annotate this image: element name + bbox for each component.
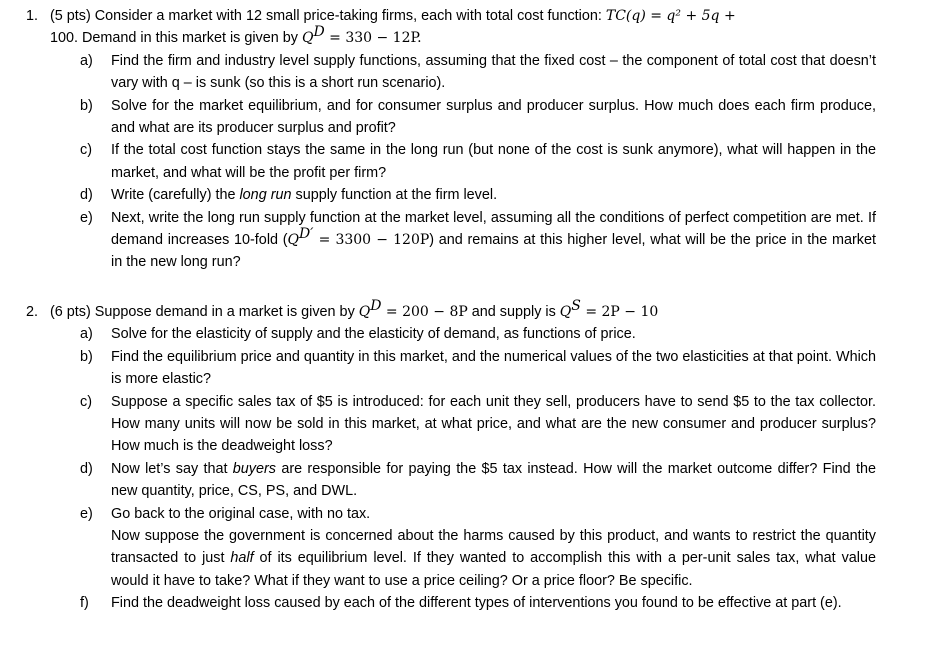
- question-2-part-f: [0, 592, 932, 614]
- question-1-intro: (5 pts) Consider a market with 12 small price-taking firms, each with total cost function:: [50, 8, 606, 24]
- question-2-number: 2.: [26, 304, 39, 320]
- question-2-part-c: [0, 391, 932, 458]
- question-1: [0, 5, 932, 274]
- part-text: If the total cost function stays the same in the long run (but none of the cost is sunk anymore), what will happen in the market, and what will be the profit per firm?: [111, 142, 876, 181]
- part-letter: e): [80, 505, 93, 522]
- part-letter: c): [80, 142, 92, 159]
- supply-rhs: = 2P − 10: [580, 304, 659, 320]
- part-text-cont: supply function at the firm level.: [291, 187, 498, 204]
- question-1-intro-cont: 100. Demand in this market is given by: [50, 30, 302, 47]
- supply-q: Q: [559, 304, 572, 320]
- question-1-part-a: [0, 50, 932, 95]
- question-1-part-d: [0, 184, 932, 206]
- question-2-part-e: [0, 503, 932, 593]
- part-text: Go back to the original case, with no tax.: [111, 505, 371, 522]
- part-text: Write (carefully) the: [111, 187, 240, 204]
- question-1-part-c: [0, 139, 932, 184]
- part-letter: c): [80, 393, 92, 410]
- demand-sup: D: [370, 298, 382, 315]
- total-cost-formula: TC(q) = q² + 5q +: [605, 8, 736, 24]
- part-letter: a): [80, 326, 93, 343]
- demand-rhs: = 200 − 8P: [381, 304, 468, 320]
- part-letter: b): [80, 97, 93, 114]
- part-text-cont: are responsible for paying the $5 tax instead. How will the market outcome differ? Find the new quantity, price, CS, PS, and DWL.: [111, 460, 876, 500]
- new-demand-rhs: = 3300 − 120P: [313, 232, 430, 249]
- question-2: [0, 298, 932, 615]
- part-letter: d): [80, 460, 93, 477]
- part-text: Now let’s say that: [111, 460, 233, 477]
- part-text: Find the firm and industry level supply functions, assuming that the fixed cost – the component of total cost that doesn’t vary with q – is sunk (so this is a short run scenario).: [111, 52, 876, 92]
- part-text: Suppose a specific sales tax of $5 is introduced: for each unit they sell, producers have to send $5 to the tax collector. How many units will now be sold in this market, at what price, and what are the new consumer and producer surplus? How much is the deadweight loss?: [111, 393, 876, 455]
- part-letter: a): [80, 52, 93, 69]
- question-2-prompt: [0, 298, 932, 323]
- part-text: Solve for the elasticity of supply and the elasticity of demand, as functions of price.: [111, 326, 636, 343]
- part-text: Solve for the market equilibrium, and for consumer surplus and producer surplus. How much does each firm produce, and what are its producer surplus and profit?: [111, 97, 876, 137]
- question-1-number: 1.: [26, 8, 39, 24]
- question-2-part-d: [0, 458, 932, 503]
- question-2-part-a: [0, 323, 932, 345]
- part-letter: f): [80, 595, 89, 612]
- new-demand-q: Q: [287, 232, 299, 249]
- question-1-prompt: [0, 5, 932, 50]
- part-text-extra: Now suppose the government is concerned about the harms caused by this product, and wants to restrict the quantity transacted to just: [111, 528, 876, 567]
- question-1-part-e: [0, 207, 932, 274]
- part-text: Find the deadweight loss caused by each of the different types of interventions you found to be effective at part (e).: [111, 595, 842, 612]
- question-2-intro-mid: and supply is: [467, 304, 560, 320]
- part-letter: e): [80, 209, 93, 226]
- part-letter: d): [80, 187, 93, 204]
- part-emphasis: long run: [239, 187, 292, 204]
- part-text: Next, write the long run supply function at the market level, assuming all the conditions of perfect competition are met. If demand increases 10-fold (: [111, 209, 876, 249]
- demand-formula-sup: D: [313, 24, 325, 41]
- part-emphasis: half: [230, 550, 254, 567]
- question-2-part-b: [0, 346, 932, 391]
- demand-q: Q: [358, 304, 371, 320]
- part-text-cont: ) and remains at this higher level, what will be the price in the market in the new long run?: [111, 232, 876, 271]
- demand-formula-q: Q: [301, 30, 314, 47]
- question-1-part-b: [0, 95, 932, 140]
- supply-sup: S: [571, 298, 581, 315]
- question-2-subparts: [0, 323, 932, 614]
- demand-formula-rhs: = 330 − 12P.: [324, 30, 422, 47]
- part-letter: b): [80, 348, 93, 365]
- new-demand-sup: D′: [299, 226, 314, 243]
- part-emphasis: buyers: [232, 460, 276, 477]
- part-text: Find the equilibrium price and quantity in this market, and the numerical values of the two elasticities at that point. Which is more elastic?: [111, 348, 876, 388]
- question-2-intro: (6 pts) Suppose demand in a market is given by: [50, 304, 359, 320]
- part-text-extra-cont: of its equilibrium level. If they wanted to accomplish this with a per-unit sales tax, what value would it have to take? What if they want to use a price ceiling? Or a price floor? Be specific.: [111, 550, 877, 589]
- question-1-subparts: [0, 50, 932, 274]
